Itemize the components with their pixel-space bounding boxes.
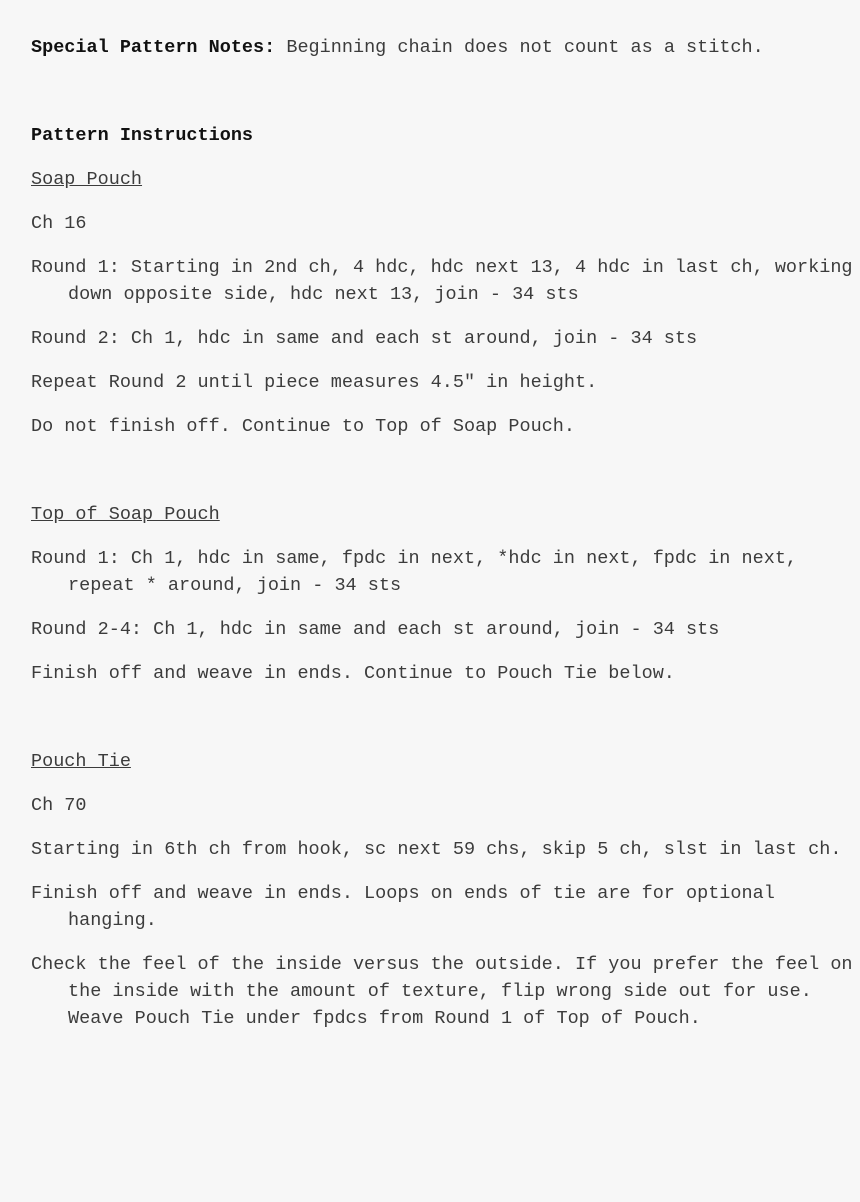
top-of-soap-pouch-heading: Top of Soap Pouch bbox=[31, 504, 220, 525]
soap-pouch-line: Do not finish off. Continue to Top of Soap Pouch. bbox=[31, 416, 575, 437]
top-of-soap-pouch-line: Finish off and weave in ends. Continue to Pouch Tie below. bbox=[31, 663, 675, 684]
top-of-soap-pouch-line: Round 1: Ch 1, hdc in same, fpdc in next, *hdc in next, fpdc in next, repeat * around, join - 34 sts bbox=[31, 548, 798, 596]
pouch-tie-line: Check the feel of the inside versus the outside. If you prefer the feel on the inside with the amount of texture, flip wrong side out for use. Weave Pouch Tie under fpdcs from Round 1 of Top of Pouch. bbox=[31, 954, 853, 1029]
pouch-tie-line: Ch 70 bbox=[31, 795, 87, 816]
pouch-tie-heading: Pouch Tie bbox=[31, 751, 131, 772]
soap-pouch-line: Round 1: Starting in 2nd ch, 4 hdc, hdc next 13, 4 hdc in last ch, working down opposite side, hdc next 13, join - 34 sts bbox=[31, 257, 853, 305]
pouch-tie-line: Starting in 6th ch from hook, sc next 59 chs, skip 5 ch, slst in last ch. bbox=[31, 839, 842, 860]
soap-pouch-line: Ch 16 bbox=[31, 213, 87, 234]
top-of-soap-pouch-line: Round 2-4: Ch 1, hdc in same and each st around, join - 34 sts bbox=[31, 619, 720, 640]
soap-pouch-line: Round 2: Ch 1, hdc in same and each st around, join - 34 sts bbox=[31, 328, 698, 349]
notes-label: Special Pattern Notes: bbox=[31, 37, 276, 58]
soap-pouch-heading: Soap Pouch bbox=[31, 169, 143, 190]
special-pattern-notes bbox=[31, 34, 860, 61]
soap-pouch-line: Repeat Round 2 until piece measures 4.5" in height. bbox=[31, 372, 598, 393]
notes-text: Beginning chain does not count as a stitch. bbox=[275, 37, 764, 58]
pouch-tie-line: Finish off and weave in ends. Loops on ends of tie are for optional hanging. bbox=[31, 883, 775, 931]
pattern-instructions-heading: Pattern Instructions bbox=[31, 125, 254, 146]
